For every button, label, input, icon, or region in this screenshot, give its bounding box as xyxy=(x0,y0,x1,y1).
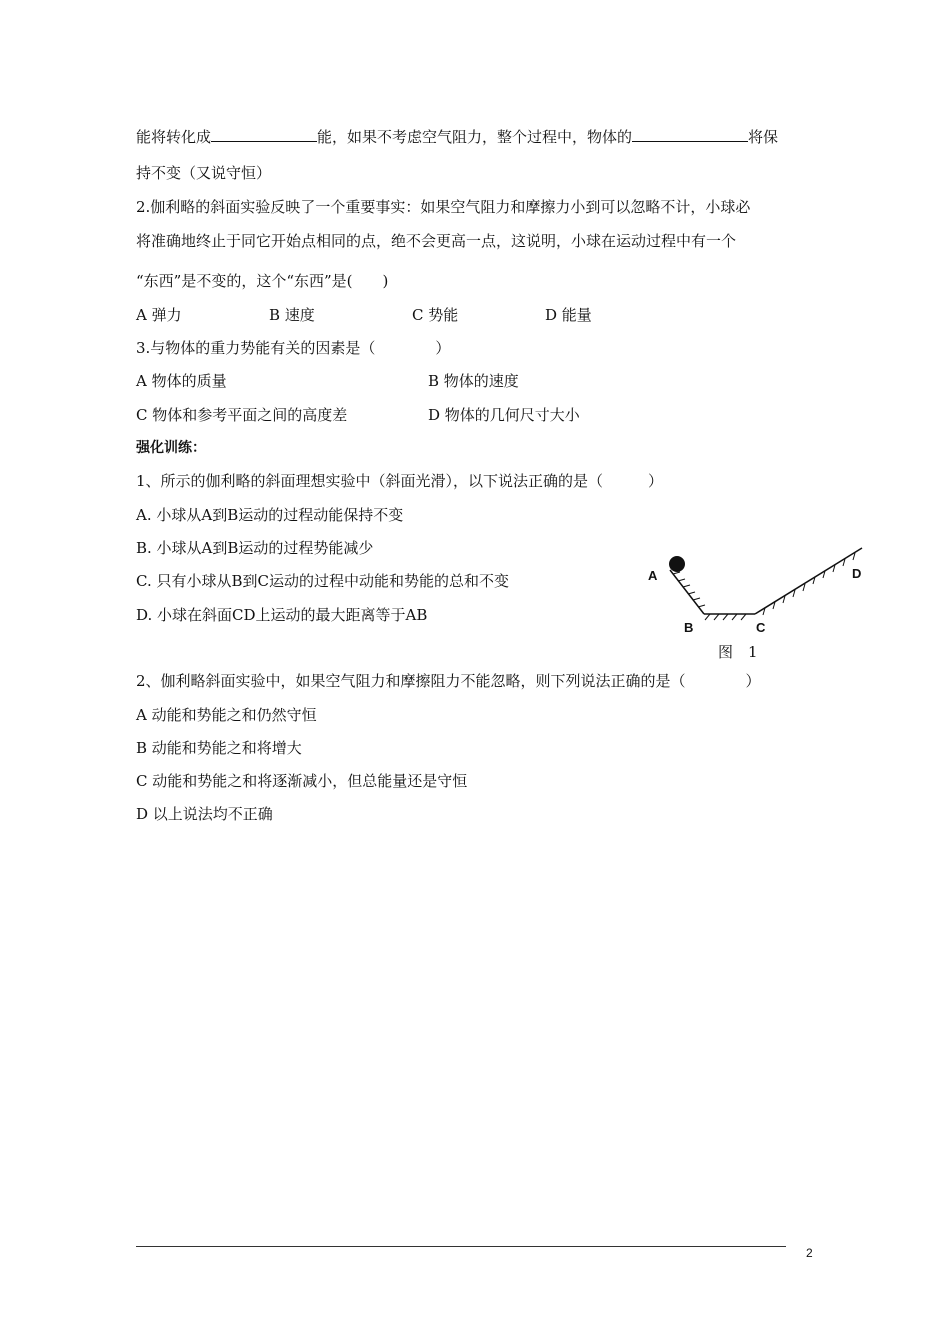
training-1-option-a: A. 小球从A到B运动的过程动能保持不变 xyxy=(136,506,404,524)
label-a: A xyxy=(648,568,658,583)
question-2-line-1: 2.伽利略的斜面实验反映了一个重要事实：如果空气阻力和摩擦力小到可以忽略不计，小球必 xyxy=(136,198,751,216)
training-1-option-c: C. 只有小球从B到C运动的过程中动能和势能的总和不变 xyxy=(136,572,509,590)
training-2-option-b: B 动能和势能之和将增大 xyxy=(136,739,302,757)
figure-caption: 图 1 xyxy=(718,643,758,661)
training-2-stem: 2、伽利略斜面实验中，如果空气阻力和摩擦阻力不能忽略，则下列说法正确的是（ ） xyxy=(136,672,761,690)
option-d: D 能量 xyxy=(545,306,592,324)
text-segment: 将保 xyxy=(748,128,779,146)
training-1-stem: 1、所示的伽利略的斜面理想实验中（斜面光滑），以下说法正确的是（ ） xyxy=(136,472,664,490)
training-1-option-b: B. 小球从A到B运动的过程势能减少 xyxy=(136,539,374,557)
footer-divider xyxy=(136,1246,786,1247)
label-c: C xyxy=(756,620,766,635)
label-b: B xyxy=(684,620,694,635)
text-line-2: 持不变（又说守恒） xyxy=(136,164,272,182)
question-3-options-row-1 xyxy=(136,371,519,391)
training-2-option-d: D 以上说法均不正确 xyxy=(136,805,273,823)
option-c: C 势能 xyxy=(412,306,459,324)
page-number: 2 xyxy=(806,1246,813,1260)
slope-ab xyxy=(670,570,704,614)
question-3-stem: 3.与物体的重力势能有关的因素是（ ） xyxy=(136,339,451,357)
question-2-options xyxy=(136,305,592,325)
training-2-option-a: A 动能和势能之和仍然守恒 xyxy=(136,706,317,724)
option-c: C 物体和参考平面之间的高度差 xyxy=(136,406,348,424)
option-d: D 物体的几何尺寸大小 xyxy=(428,406,580,424)
question-3-options-row-2 xyxy=(136,405,580,425)
training-2-option-c: C 动能和势能之和将逐渐减小，但总能量还是守恒 xyxy=(136,772,468,790)
slope-cd xyxy=(755,548,862,614)
fill-blank-2 xyxy=(632,126,748,142)
text-line-1 xyxy=(136,126,778,147)
option-a: A 弹力 xyxy=(136,306,182,324)
fill-blank-1 xyxy=(211,126,317,142)
option-b: B 物体的速度 xyxy=(428,372,519,390)
text-segment: 能将转化成 xyxy=(136,128,212,146)
question-2-line-2: 将准确地终止于同它开始点相同的点，绝不会更高一点，这说明，小球在运动过程中有一个 xyxy=(136,232,737,250)
question-2-line-3: “东西”是不变的，这个“东西”是( ) xyxy=(136,272,389,290)
ball xyxy=(669,556,685,572)
option-a: A 物体的质量 xyxy=(136,372,227,390)
label-d: D xyxy=(852,566,862,581)
section-title: 强化训练： xyxy=(136,440,206,456)
training-1-option-d: D. 小球在斜面CD上运动的最大距离等于AB xyxy=(136,606,428,624)
option-b: B 速度 xyxy=(269,306,315,324)
text-segment: 能，如果不考虑空气阻力，整个过程中，物体的 xyxy=(317,128,633,146)
